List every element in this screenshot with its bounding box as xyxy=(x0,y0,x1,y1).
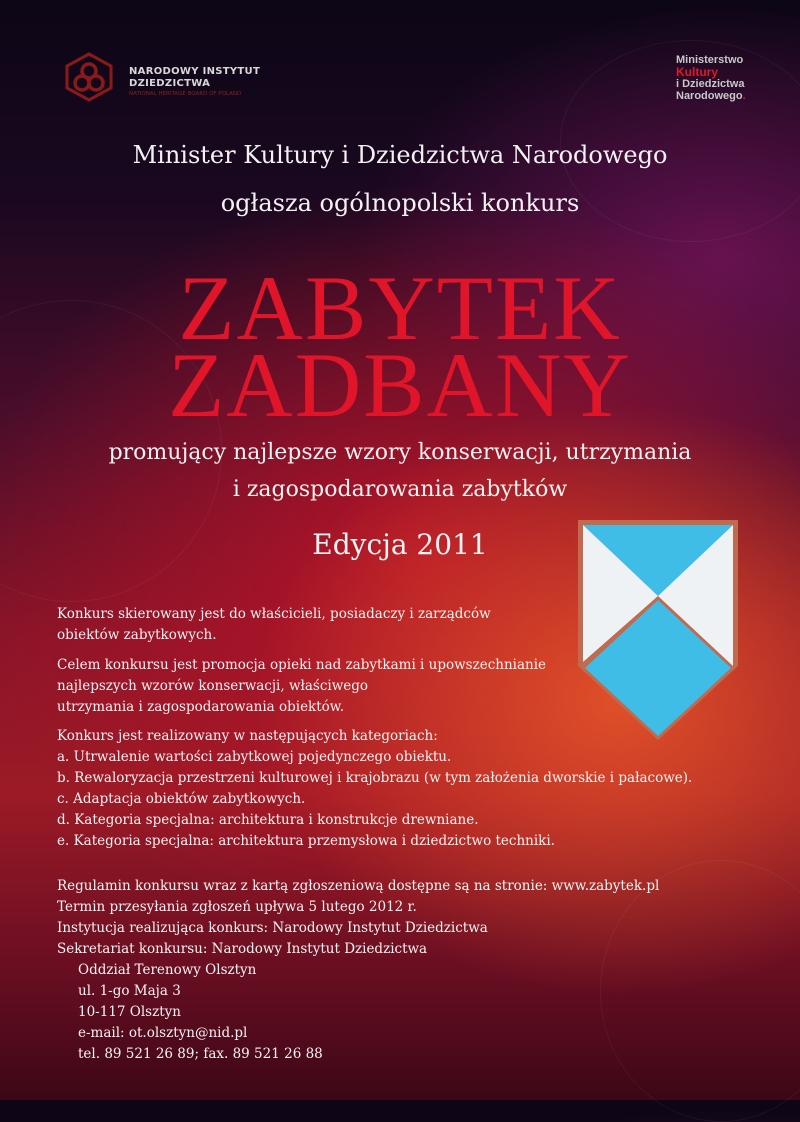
text-line: obiektów zabytkowych. xyxy=(57,627,217,643)
address-email: e-mail: ot.olsztyn@nid.pl xyxy=(78,1025,248,1041)
category-item: a. Utrwalenie wartości zabytkowej pojedynczego obiektu. xyxy=(57,749,452,765)
address-phone: tel. 89 521 26 89; fax. 89 521 26 88 xyxy=(78,1046,323,1062)
category-item: b. Rewaloryzacja przestrzeni kulturowej i krajobrazu (w tym założenia dworskie i pałacowe). xyxy=(57,770,693,786)
categories-intro: Konkurs jest realizowany w następujących kategoriach: xyxy=(57,728,438,744)
contact-section xyxy=(57,876,659,1065)
text-line: najlepszych wzorów konserwacji, właściwego xyxy=(57,678,369,694)
deadline-line: Termin przesyłania zgłoszeń upływa 5 lutego 2012 r. xyxy=(57,899,417,915)
category-item: c. Adaptacja obiektów zabytkowych. xyxy=(57,791,306,807)
categories-section xyxy=(57,726,692,852)
intro-paragraph xyxy=(57,604,491,646)
title-line2: ZADBANY xyxy=(168,334,632,436)
text-line: utrzymania i zagospodarowania obiektów. xyxy=(57,699,345,715)
nid-name-line1: NARODOWY INSTYTUT xyxy=(129,66,261,77)
ministry-line4: Narodowego xyxy=(676,90,743,102)
subtitle-line2: i zagospodarowania zabytków xyxy=(232,477,568,502)
ministry-dot: . xyxy=(742,90,746,102)
announcement-line1: Minister Kultury i Dziedzictwa Narodowego xyxy=(132,141,668,169)
nid-name-line2: DZIEDZICTWA xyxy=(129,78,211,89)
ministry-logo xyxy=(676,54,786,102)
address-street: ul. 1-go Maja 3 xyxy=(78,983,181,999)
ministry-line3: i Dziedzictwa xyxy=(676,78,745,90)
category-item: d. Kategoria specjalna: architektura i konstrukcje drewniane. xyxy=(57,812,479,828)
goal-paragraph xyxy=(57,655,546,718)
category-item: e. Kategoria specjalna: architektura przemysłowa i dziedzictwo techniki. xyxy=(57,833,555,849)
ministry-line1: Ministerstwo xyxy=(676,54,744,66)
ministry-line2: Kultury xyxy=(676,65,718,79)
announcement-line2: ogłasza ogólnopolski konkurs xyxy=(220,189,580,217)
nid-logo xyxy=(63,52,293,102)
address-city: 10-117 Olsztyn xyxy=(78,1004,181,1020)
edition-label: Edycja 2011 xyxy=(312,528,488,561)
address-branch: Oddział Terenowy Olsztyn xyxy=(78,962,257,978)
rules-line: Regulamin konkursu wraz z kartą zgłoszeniową dostępne są na stronie: www.zabytek.pl xyxy=(57,878,660,894)
ministry-line4-wrap xyxy=(676,90,786,102)
subtitle-line1: promujący najlepsze wzory konserwacji, utrzymania xyxy=(108,440,692,465)
trefoil-emblem-icon xyxy=(63,52,115,102)
secretariat-line: Sekretariat konkursu: Narodowy Instytut Dziedzictwa xyxy=(57,941,428,957)
title-line1: ZABYTEK xyxy=(178,257,622,359)
organizer-line: Instytucja realizująca konkurs: Narodowy Instytut Dziedzictwa xyxy=(57,920,488,936)
nid-subline: NATIONAL HERITAGE BOARD OF POLAND xyxy=(129,91,242,97)
text-line: Konkurs skierowany jest do właścicieli, posiadaczy i zarządców xyxy=(57,606,491,622)
text-line: Celem konkursu jest promocja opieki nad zabytkami i upowszechnianie xyxy=(57,657,547,673)
shield-emblem-icon xyxy=(574,516,742,744)
